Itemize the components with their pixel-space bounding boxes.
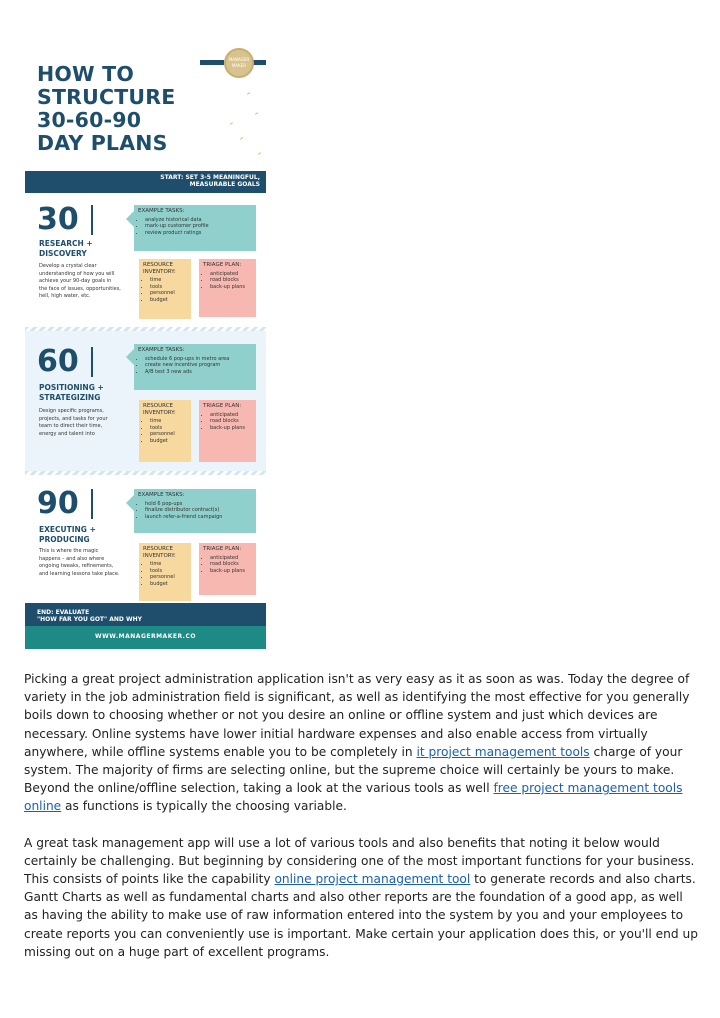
triage-item: • road blocks [210,277,252,284]
section-title [39,239,93,259]
resource-item: • time [150,561,187,568]
section-description: This is where the magic happens – and also where ongoing tweaks, refinements, and learning lessons take place. [39,548,120,577]
triage-item: • back-up plans [210,425,252,432]
paragraph-text: as functions is typically the choosing variable. [61,799,347,814]
triage-item: • road blocks [210,418,252,425]
triage-item: • anticipated [210,271,252,278]
task-item: • launch refer-a-friend campaign [145,514,252,521]
section-title-line: POSITIONING + [39,383,104,392]
number-rule [91,205,93,235]
resource-heading: RESOURCE INVENTORY: [143,262,176,275]
resource-item: • budget [150,581,187,588]
infographic-title [37,63,175,155]
triage-plan-box [199,400,256,462]
title-line: DAY PLANS [37,131,168,155]
example-tasks-box [134,489,256,533]
resource-item: • personnel [150,574,187,581]
task-item: • hold 6 pop-ups [145,501,252,508]
resource-item: • time [150,277,187,284]
section-number: 60 [37,344,79,379]
section-number: 90 [37,486,79,521]
section-90 [25,475,266,603]
triage-heading: TRIAGE PLAN: [203,262,242,268]
start-line: START: SET 3-5 MEANINGFUL, [160,174,260,181]
section-title-line: EXECUTING + [39,525,96,534]
manager-maker-logo [224,48,254,78]
section-title-line: RESEARCH + [39,239,93,248]
section-30 [25,193,266,328]
tasks-heading: EXAMPLE TASKS: [138,492,185,498]
resource-item: • budget [150,297,187,304]
free-project-management-tools-online-link[interactable]: free project management tools online [24,781,683,814]
end-text [37,609,142,623]
tasks-arrow [126,495,134,511]
resource-heading: RESOURCE INVENTORY: [143,546,176,559]
online-project-management-tool-link[interactable]: online project management tool [274,872,471,887]
triage-plan-box [199,259,256,317]
task-item: • A/B test 3 new ads [145,369,252,376]
article-paragraph [24,834,700,961]
section-title-line: STRATEGIZING [39,393,101,402]
logo-text: MANAGER MAKER [228,57,250,68]
title-line: HOW TO [37,62,134,86]
task-item: • create new incentive program [145,362,252,369]
title-line: 30-60-90 [37,108,142,132]
resource-item: • tools [150,425,187,432]
section-number: 30 [37,202,79,237]
section-title-line: DISCOVERY [39,249,87,258]
task-item: • finalize distributor contract(s) [145,507,252,514]
triage-item: • back-up plans [210,568,252,575]
infographic-header [25,43,266,171]
example-tasks-box [134,205,256,251]
triage-plan-box [199,543,256,595]
triage-heading: TRIAGE PLAN: [203,546,242,552]
resource-item: • personnel [150,290,187,297]
triage-item: • back-up plans [210,284,252,291]
triage-item: • anticipated [210,555,252,562]
resource-heading: RESOURCE INVENTORY: [143,403,176,416]
section-title-line: PRODUCING [39,535,90,544]
example-tasks-box [134,344,256,390]
website-url: WWW.MANAGERMAKER.CO [95,633,196,640]
paragraph-text: Picking a great project administration application isn't as very easy as it as soon as was. Today the degree of variety in the job administration field is significant, as well as identifying the most effective for you generally boils down to choosing whether or not you desire an online or offline system and just which devices are necessary. Online systems have lower initial hardware expenses and also enable access from virtually anywhere, while offline systems enable you to be completely in [24,672,690,759]
section-60 [25,331,266,471]
confetti-decoration [240,137,243,140]
resource-item: • time [150,418,187,425]
it-project-management-tools-link[interactable]: it project management tools [416,744,590,759]
confetti-decoration [255,112,258,115]
section-description: Develop a crystal clear understanding of how you will achieve your 90-day goals in the face of issues, opportunities, hell, high water, etc. [39,263,121,299]
end-line: "HOW FAR YOU GOT" AND WHY [37,616,142,623]
resource-inventory-box [139,543,191,601]
task-item: • analyze historical data [145,217,252,224]
logo-bar-left [200,60,224,65]
paragraph-text: A great task management app will use a lot of various tools and also benefits that noting it below would certainly be challenging. But beginning by considering one of the most important functions for your business. This consists of points like the capability [24,835,695,887]
title-line: STRUCTURE [37,85,176,109]
article-body [24,670,700,979]
tasks-heading: EXAMPLE TASKS: [138,347,185,353]
tasks-arrow [126,211,134,227]
article-paragraph [24,670,700,816]
resource-inventory-box [139,259,191,319]
confetti-decoration [230,122,233,125]
paragraph-text: to generate records and also charts. Gantt Charts as well as fundamental charts and also other reports are the foundation of a good app, as well as having the ability to make use of raw information entered into the system by you and your employees to create reports you can conveniently use is important. Make certain your application does this, or you'll end up missing out on a huge part of excellent programs. [24,872,698,959]
start-line: MEASURABLE GOALS [189,181,260,188]
logo-bar-right [252,60,266,65]
section-title [39,383,104,403]
start-banner [25,171,266,193]
paragraph-text: charge of your system. The majority of firms are selecting online, but the supreme choice will certainly be yours to make. Beyond the online/offline selection, taking a look at the various tools as well [24,744,683,796]
end-line: END: EVALUATE [37,609,90,616]
resource-item: • tools [150,568,187,575]
resource-item: • tools [150,284,187,291]
number-rule [91,489,93,519]
triage-heading: TRIAGE PLAN: [203,403,242,409]
resource-item: • budget [150,438,187,445]
number-rule [91,347,93,377]
triage-item: • road blocks [210,561,252,568]
infographic-image [25,43,266,649]
triage-item: • anticipated [210,412,252,419]
confetti-decoration [247,92,250,95]
confetti-decoration [258,152,261,155]
section-description: Design specific programs, projects, and tasks for your team to direct their time, energy and talent into [39,408,108,437]
task-item: • schedule 6 pop-ups in metro area [145,356,252,363]
tasks-arrow [126,349,134,365]
task-item: • review product ratings [145,230,252,237]
section-title [39,525,96,545]
task-item: • mark-up customer profile [145,223,252,230]
resource-item: • personnel [150,431,187,438]
resource-inventory-box [139,400,191,462]
tasks-heading: EXAMPLE TASKS: [138,208,185,214]
